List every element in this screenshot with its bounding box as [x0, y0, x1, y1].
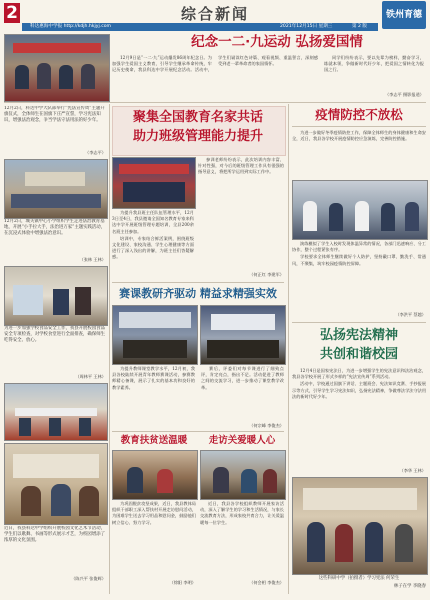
left-photo-2	[4, 266, 108, 326]
section3a-byline: （徐阳 李明）	[169, 580, 196, 585]
section3b-photo	[200, 450, 286, 500]
feature-paragraph: 培训中，专家结合鲜活案例，围绕班级文化建设、家校沟通、学生心理健康等方面进行了深入浅出的讲解，为班主任们答疑解惑。	[112, 235, 194, 260]
right-top-body-a	[292, 130, 426, 178]
feature-body-b	[198, 157, 284, 271]
section3b-paragraph: 近日，我县各学校组织教师开展家访活动，深入了解学生的学习和生活情况，与家长交流教育方法，形成家校共育合力，让关爱温暖每一位学生。	[200, 501, 284, 525]
left-mid-byline: （张林 王林）	[79, 257, 106, 262]
section2-body	[112, 366, 284, 422]
section3b-body	[200, 501, 284, 577]
right-top-title: 疫情防控不放松	[315, 107, 403, 122]
feature-photo	[112, 157, 196, 209]
feature-body-a	[112, 210, 194, 278]
left-bottom-byline: （陈兴平 张俊辉）	[71, 576, 106, 581]
section3a-title: 教育扶贫送温暖	[120, 435, 188, 446]
right-bottom-paragraph: 活动中，学校通过国旗下讲话、主题班会、宪法知识竞赛、手抄报展示等方式，引导学生学习宪法知识，弘扬宪法精神，争做尊法学法守法用法的新时代好少年。	[292, 381, 426, 399]
subbar-site: 科达惠海中学报 http://kdjh.hkjyj.com	[30, 24, 112, 29]
right-bottom-photo-caption-2: 林子在学 李晓春	[393, 584, 426, 589]
lead-title: 纪念一二·九运动 弘扬爱国情	[191, 34, 363, 50]
left-photo-4	[4, 443, 108, 525]
section2-photo-2	[200, 305, 286, 365]
lead-body	[112, 55, 424, 93]
left-photo-3	[4, 383, 108, 441]
section3a-body	[112, 501, 196, 577]
section3b-title: 走访关爱暖人心	[208, 435, 276, 446]
left-bottom-caption: 近日，我县科达中学组织开展校园文化艺术节活动，学生们以歌舞、书画等形式展示才艺，为校园增添了浓厚的文化氛围。	[4, 526, 105, 543]
section2-title: 赛课教研齐驱动 精益求精强实效	[119, 287, 277, 300]
lead-paragraph: 12月9日是“一二·九”运动爆发86周年纪念日。为加强学生爱国主义教育，引导学生继承革命传统，牢记历史使命，我县科达中学开展纪念活动。活动中，学生们诵读红色诗篇、观看视频、重温誓言，深刻感受到老一辈革命者的家国情怀。	[112, 55, 318, 73]
left-top-caption: 12月2日，科达中学大队部举行“宪法宣传周”主题升旗仪式，全体师生在国旗下庄严宣誓，学习宪法知识，增强法治观念，争当学法守法用法的好少年。	[4, 106, 105, 123]
right-bottom-byline: （李华 王林）	[399, 468, 426, 473]
section3a-photo	[112, 450, 198, 500]
right-top-paragraph: 学校要求全体师生继续做好个人防护，坚持戴口罩、勤洗手、常通风，不聚集，筑牢校园疫情防控屏障。	[292, 254, 426, 266]
right-bottom-photo	[292, 477, 428, 575]
right-top-paragraph: 为进一步做好冬季疫情防控工作，保障全体师生的身体健康和生命安全，近日，我县各学校开展疫情防控应急演练，完善防控措施。	[292, 130, 426, 142]
section3a-paragraph: 为巩固脱贫攻坚成果，近日，我县教体局组织干部职工深入帮扶村开展走访慰问活动，为困难学生送去学习用品和慰问金，鼓励他们树立信心、努力学习。	[112, 501, 196, 525]
lead-paragraph: 同学们纷纷表示，要以先辈为榜样，勤奋学习，练就本领，争做新时代好少年，把爱国之情转化为报国之行。	[324, 55, 424, 73]
right-top-photo	[292, 180, 428, 240]
feature-paragraph: 为提升我县班主任队伍管理水平，12月3日至4日，我县邀请全国知名教育专家来科达中学开展班级管理专题培训，全县200余名班主任参加。	[112, 210, 194, 234]
right-bottom-title-line2: 共创和谐校园	[319, 347, 398, 362]
section3b-byline: （何会相 李俊杰）	[249, 580, 284, 585]
left-mid-caption: 12月2日，城关镇中心小学组织学生走进法治教育基地，开展“小手拉大手，法治进万家”主题实践活动，在沉浸式体验中增强法治意识。	[4, 219, 106, 236]
right-bottom-paragraph: 12月4日是国家宪法日，为进一步增强学生的宪法意识和法治观念，我县各学校开展了形式多样的“宪法宣传周”系列活动。	[292, 368, 426, 380]
right-bottom-photo-caption-1: 这些科研中学（拍摄者）学习宪法 何荣生	[318, 576, 400, 581]
subbar-edition: 第 2 版	[352, 24, 368, 29]
section2-photo-1	[112, 305, 198, 365]
logo-badge: 铁州育德	[382, 1, 426, 29]
left-photo-1	[4, 159, 108, 219]
lead-byline: （李志平 摄影报道）	[384, 92, 424, 97]
right-top-byline: （李洪平 蔡越）	[395, 312, 426, 317]
lead-photo	[4, 34, 110, 102]
left-low-byline: （周林平 王林）	[75, 374, 106, 379]
right-top-body-b	[292, 241, 426, 311]
feature-byline: （何正红 李建军）	[249, 272, 284, 277]
feature-title-line1: 聚集全国教育名家共话	[132, 110, 263, 125]
right-bottom-body	[292, 368, 426, 466]
section2-paragraph: 为提升教师课堂教学水平，12月初，我县各校陆续开展青年教师赛课活动，参赛教师精心备课，展示了扎实的基本功和良好的教学素养。	[112, 366, 195, 390]
left-low-caption: 为进一步加强学校食品安全工作，我县开展校园食品安全专项检查，对学校食堂进行全面排查，确保师生吃得安全、放心。	[4, 326, 105, 343]
section2-paragraph: 赛后，评委们对每节课进行了细致点评，肯定亮点，指出不足。活动促进了教师之间的交流学习，进一步推动了课堂教学改革。	[201, 366, 284, 390]
left-top-byline: （李志平）	[85, 150, 106, 155]
section2-byline: （何宗峰 李俊杰）	[249, 423, 284, 428]
subbar-date: 2021年12月15日 星期三	[280, 24, 333, 29]
feature-title-line2: 助力班级管理能力提升	[132, 129, 263, 144]
right-bottom-title-line1: 弘扬宪法精神	[319, 328, 398, 343]
header-title: 综合新闻	[180, 5, 249, 23]
page-number: 2	[4, 3, 20, 23]
feature-paragraph: 参训老师纷纷表示，此次培训内容丰富、针对性强，对今后的班级管理工作具有很强的指导意义，将把所学运用到实际工作中。	[198, 157, 284, 175]
right-top-paragraph: 演练模拟了学生入校时发现体温异常的情况，各部门迅速响应、分工协作，整个过程紧张有序。	[292, 241, 426, 253]
